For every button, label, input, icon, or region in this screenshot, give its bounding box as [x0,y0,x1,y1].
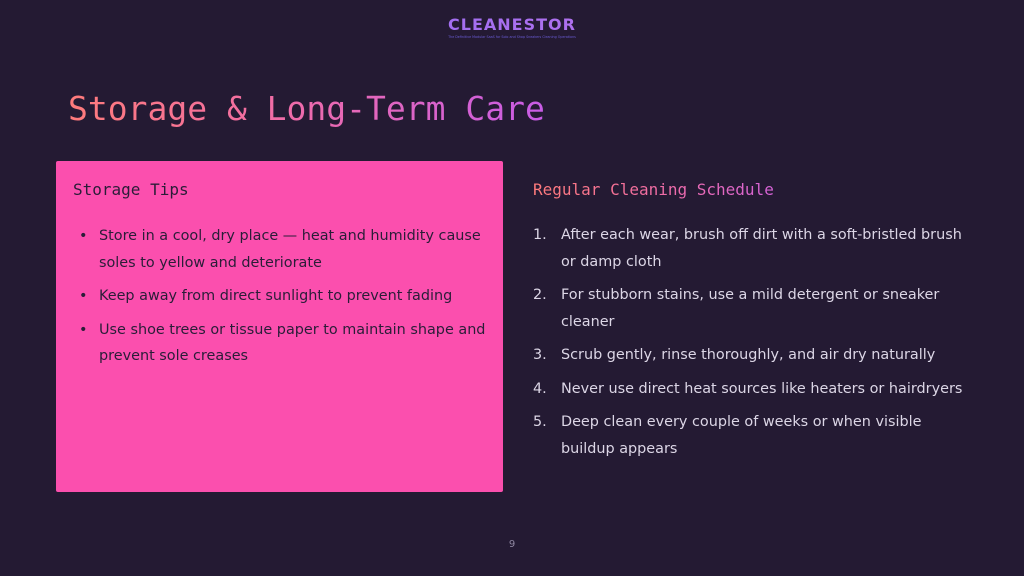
list-item-text: Use shoe trees or tissue paper to maintain shape and prevent sole creases [99,321,486,364]
bullet-icon: • [79,288,88,304]
list-item [79,283,489,310]
list-item [79,223,489,276]
step-number: 4. [533,380,547,397]
page-number: 9 [508,539,516,550]
step-number: 2. [533,287,547,303]
list-item-text: For stubborn stains, use a mild detergent or sneaker cleaner [561,287,940,330]
step-number: 5. [533,414,547,430]
cleaning-schedule-list [533,222,978,469]
list-item [533,342,978,369]
step-number: 3. [533,347,547,363]
bullet-icon: • [79,321,88,338]
list-item-text: Deep clean every couple of weeks or when visible buildup appears [561,414,922,457]
list-item-text: Never use direct heat sources like heaters or hairdryers [561,380,963,397]
storage-tips-card [56,161,503,492]
list-item [79,317,489,370]
cleaning-schedule-heading: Regular Cleaning Schedule [533,180,774,199]
list-item-text: After each wear, brush off dirt with a soft-bristled brush or damp cloth [561,227,962,270]
list-item [533,409,978,462]
slide-title: Storage & Long-Term Care [68,86,545,132]
bullet-icon: • [79,228,88,244]
brand-logo [0,15,1024,40]
storage-tips-list [79,223,489,377]
list-item-text: Scrub gently, rinse thoroughly, and air dry naturally [561,347,936,363]
list-item-text: Keep away from direct sunlight to prevent fading [99,288,453,304]
list-item [533,222,978,275]
list-item [533,282,978,335]
list-item [533,376,978,403]
storage-tips-heading: Storage Tips [73,180,189,199]
brand-name: CLEANESTOR [0,15,1024,35]
list-item-text: Store in a cool, dry place — heat and humidity cause soles to yellow and deteriorate [99,228,481,271]
brand-tagline: The Definitive Modular SaaS for Solo and Shop Sneakers Cleaning Operations [448,35,576,39]
step-number: 1. [533,227,547,243]
